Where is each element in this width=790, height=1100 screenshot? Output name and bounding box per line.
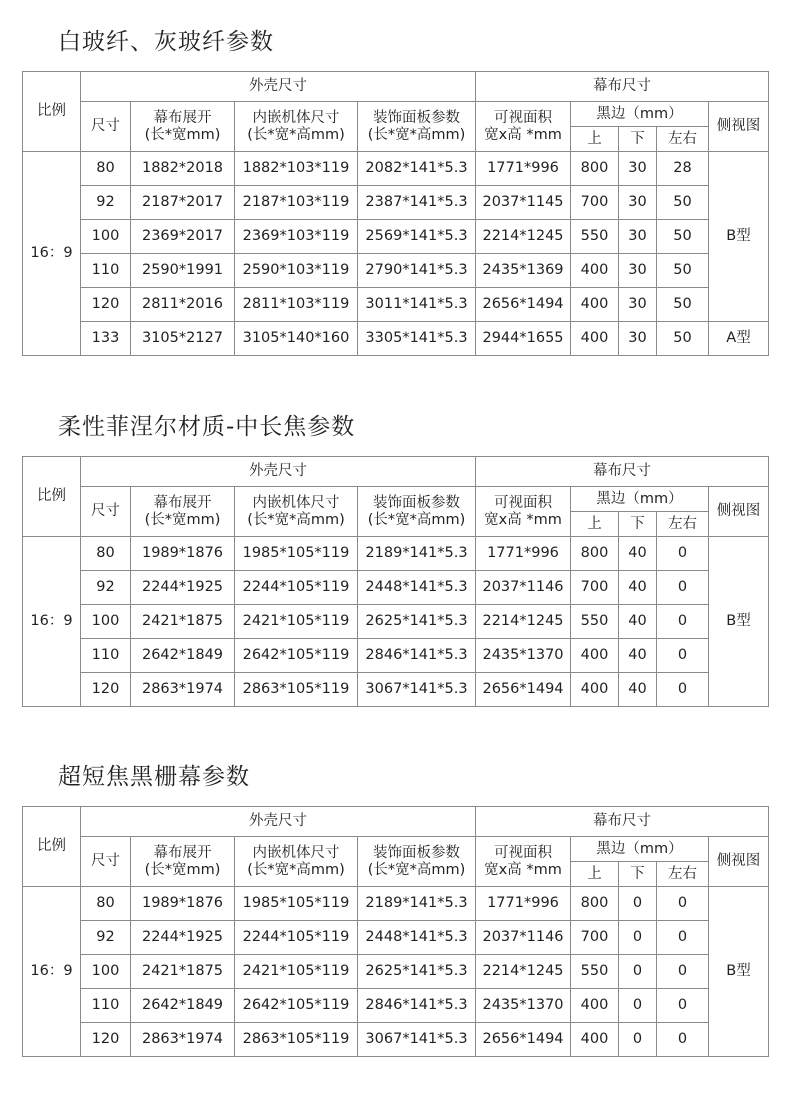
embed-header-line1: 内嵌机体尺寸	[252, 494, 340, 511]
embed-header	[235, 837, 358, 887]
unfold-cell: 2863*1974	[131, 1023, 235, 1057]
embed-size-cell: 2187*103*119	[235, 186, 358, 220]
table-row	[23, 254, 769, 288]
shell-size-header: 外壳尺寸	[81, 807, 476, 837]
table-row	[23, 571, 769, 605]
lr-border-cell: 0	[657, 673, 709, 707]
unfold-cell: 2187*2017	[131, 186, 235, 220]
table-row	[23, 186, 769, 220]
lr-border-cell: 0	[657, 639, 709, 673]
visible-area-cell: 2214*1245	[476, 955, 571, 989]
side-view-header: 侧视图	[709, 837, 769, 887]
visible-area-cell: 2037*1146	[476, 921, 571, 955]
embed-size-cell: 2369*103*119	[235, 220, 358, 254]
size-cell: 80	[81, 537, 131, 571]
top-border-cell: 550	[571, 955, 619, 989]
panel-size-cell: 2189*141*5.3	[358, 887, 476, 921]
top-border-cell: 800	[571, 537, 619, 571]
visible-header-line1: 可视面积	[494, 109, 552, 126]
embed-header-line2: (长*宽*高mm)	[247, 861, 345, 878]
embed-header	[235, 487, 358, 537]
top-border-cell: 400	[571, 288, 619, 322]
visible-header-line1: 可视面积	[494, 844, 552, 861]
screen-size-header: 幕布尺寸	[476, 457, 769, 487]
table-row	[23, 887, 769, 921]
table-row	[23, 288, 769, 322]
top-border-cell: 800	[571, 887, 619, 921]
bottom-border-cell: 30	[619, 288, 657, 322]
table-row	[23, 220, 769, 254]
lr-border-cell: 0	[657, 955, 709, 989]
unfold-cell: 2369*2017	[131, 220, 235, 254]
size-cell: 92	[81, 571, 131, 605]
size-cell: 120	[81, 288, 131, 322]
screen-size-header: 幕布尺寸	[476, 807, 769, 837]
top-header: 上	[571, 127, 619, 152]
unfold-cell: 3105*2127	[131, 322, 235, 356]
embed-header-line1: 内嵌机体尺寸	[252, 109, 340, 126]
panel-size-cell: 3067*141*5.3	[358, 1023, 476, 1057]
lr-border-cell: 0	[657, 921, 709, 955]
lr-border-cell: 28	[657, 152, 709, 186]
table-row	[23, 921, 769, 955]
lr-border-cell: 0	[657, 537, 709, 571]
top-border-cell: 400	[571, 673, 619, 707]
visible-header-line2: 宽x高 *mm	[484, 861, 562, 878]
lr-header: 左右	[657, 862, 709, 887]
table-row	[23, 1023, 769, 1057]
embed-size-cell: 2590*103*119	[235, 254, 358, 288]
lr-header: 左右	[657, 127, 709, 152]
top-border-cell: 400	[571, 322, 619, 356]
shell-size-header: 外壳尺寸	[81, 457, 476, 487]
unfold-cell: 2244*1925	[131, 921, 235, 955]
bottom-border-cell: 30	[619, 322, 657, 356]
panel-header-line1: 装饰面板参数	[373, 844, 460, 861]
bottom-border-cell: 40	[619, 537, 657, 571]
bottom-border-cell: 30	[619, 220, 657, 254]
size-cell: 92	[81, 186, 131, 220]
size-cell: 120	[81, 673, 131, 707]
visible-area-cell: 2435*1370	[476, 989, 571, 1023]
size-cell: 110	[81, 989, 131, 1023]
shell-size-header: 外壳尺寸	[81, 72, 476, 102]
table-row	[23, 605, 769, 639]
unfold-header-line1: 幕布展开	[153, 494, 212, 511]
ratio-header: 比例	[23, 457, 81, 537]
embed-header-line2: (长*宽*高mm)	[247, 126, 345, 143]
bottom-border-cell: 40	[619, 605, 657, 639]
table-row	[23, 955, 769, 989]
panel-size-cell: 2448*141*5.3	[358, 921, 476, 955]
visible-area-cell: 2037*1146	[476, 571, 571, 605]
lr-border-cell: 0	[657, 887, 709, 921]
visible-area-cell: 1771*996	[476, 887, 571, 921]
panel-size-cell: 2189*141*5.3	[358, 537, 476, 571]
bottom-border-cell: 0	[619, 887, 657, 921]
size-cell: 120	[81, 1023, 131, 1057]
top-header: 上	[571, 862, 619, 887]
unfold-cell: 1989*1876	[131, 537, 235, 571]
embed-header	[235, 102, 358, 152]
embed-size-cell: 2863*105*119	[235, 1023, 358, 1057]
unfold-header-line2: (长*宽mm)	[144, 861, 221, 878]
bottom-border-cell: 40	[619, 639, 657, 673]
lr-border-cell: 0	[657, 1023, 709, 1057]
unfold-header-line2: (长*宽mm)	[144, 511, 221, 528]
visible-area-header	[476, 487, 571, 537]
unfold-cell: 2642*1849	[131, 639, 235, 673]
section-title: 柔性菲涅尔材质-中长焦参数	[58, 414, 356, 440]
size-cell: 100	[81, 605, 131, 639]
embed-size-cell: 1985*105*119	[235, 537, 358, 571]
size-cell: 80	[81, 887, 131, 921]
spec-table	[22, 456, 769, 707]
lr-border-cell: 50	[657, 220, 709, 254]
section-title: 白玻纤、灰玻纤参数	[58, 29, 274, 55]
bottom-border-cell: 40	[619, 571, 657, 605]
visible-area-cell: 2435*1369	[476, 254, 571, 288]
unfold-header	[131, 487, 235, 537]
visible-area-cell: 2435*1370	[476, 639, 571, 673]
size-header: 尺寸	[81, 487, 131, 537]
panel-size-cell: 2448*141*5.3	[358, 571, 476, 605]
size-cell: 133	[81, 322, 131, 356]
bottom-border-cell: 0	[619, 955, 657, 989]
lr-border-cell: 0	[657, 571, 709, 605]
table-row	[23, 673, 769, 707]
bottom-border-cell: 30	[619, 152, 657, 186]
table-row	[23, 152, 769, 186]
border-header: 黑边（mm）	[571, 487, 709, 512]
embed-size-cell: 2421*105*119	[235, 605, 358, 639]
visible-area-cell: 2037*1145	[476, 186, 571, 220]
visible-area-cell: 2214*1245	[476, 605, 571, 639]
bottom-border-cell: 30	[619, 254, 657, 288]
border-header: 黑边（mm）	[571, 102, 709, 127]
embed-header-line2: (长*宽*高mm)	[247, 511, 345, 528]
unfold-cell: 2590*1991	[131, 254, 235, 288]
lr-border-cell: 50	[657, 288, 709, 322]
unfold-header	[131, 837, 235, 887]
embed-size-cell: 1985*105*119	[235, 887, 358, 921]
visible-area-cell: 2656*1494	[476, 1023, 571, 1057]
panel-header	[358, 102, 476, 152]
top-border-cell: 400	[571, 1023, 619, 1057]
visible-header-line2: 宽x高 *mm	[484, 126, 562, 143]
unfold-header-line1: 幕布展开	[153, 109, 212, 126]
side-view-cell: B型	[709, 152, 769, 322]
embed-size-cell: 2811*103*119	[235, 288, 358, 322]
top-border-cell: 800	[571, 152, 619, 186]
embed-size-cell: 1882*103*119	[235, 152, 358, 186]
unfold-cell: 2421*1875	[131, 955, 235, 989]
embed-size-cell: 2244*105*119	[235, 571, 358, 605]
unfold-cell: 2863*1974	[131, 673, 235, 707]
size-cell: 100	[81, 220, 131, 254]
top-border-cell: 400	[571, 254, 619, 288]
top-border-cell: 700	[571, 921, 619, 955]
panel-header	[358, 837, 476, 887]
panel-size-cell: 2846*141*5.3	[358, 639, 476, 673]
side-view-cell: A型	[709, 322, 769, 356]
panel-size-cell: 2790*141*5.3	[358, 254, 476, 288]
size-header: 尺寸	[81, 837, 131, 887]
unfold-header	[131, 102, 235, 152]
table-row	[23, 639, 769, 673]
panel-size-cell: 3067*141*5.3	[358, 673, 476, 707]
panel-size-cell: 3305*141*5.3	[358, 322, 476, 356]
side-view-cell: B型	[709, 537, 769, 707]
panel-header-line2: (长*宽*高mm)	[367, 126, 466, 143]
visible-area-header	[476, 837, 571, 887]
embed-size-cell: 2642*105*119	[235, 639, 358, 673]
bottom-border-cell: 40	[619, 673, 657, 707]
ratio-cell: 16：9	[23, 152, 81, 356]
lr-border-cell: 50	[657, 186, 709, 220]
visible-area-cell: 1771*996	[476, 152, 571, 186]
ratio-header: 比例	[23, 807, 81, 887]
top-border-cell: 550	[571, 220, 619, 254]
embed-header-line1: 内嵌机体尺寸	[252, 844, 340, 861]
lr-border-cell: 0	[657, 605, 709, 639]
panel-header-line1: 装饰面板参数	[373, 109, 460, 126]
unfold-cell: 2642*1849	[131, 989, 235, 1023]
size-cell: 100	[81, 955, 131, 989]
visible-header-line1: 可视面积	[494, 494, 552, 511]
embed-size-cell: 3105*140*160	[235, 322, 358, 356]
unfold-cell: 1882*2018	[131, 152, 235, 186]
panel-header-line2: (长*宽*高mm)	[367, 511, 466, 528]
visible-area-cell: 2944*1655	[476, 322, 571, 356]
ratio-cell: 16：9	[23, 537, 81, 707]
visible-area-cell: 2656*1494	[476, 673, 571, 707]
visible-area-cell: 2214*1245	[476, 220, 571, 254]
spec-table	[22, 71, 769, 356]
bottom-header: 下	[619, 862, 657, 887]
border-header: 黑边（mm）	[571, 837, 709, 862]
table-row	[23, 989, 769, 1023]
panel-header-line1: 装饰面板参数	[373, 494, 460, 511]
visible-area-cell: 2656*1494	[476, 288, 571, 322]
lr-border-cell: 50	[657, 322, 709, 356]
bottom-header: 下	[619, 127, 657, 152]
embed-size-cell: 2244*105*119	[235, 921, 358, 955]
panel-size-cell: 2082*141*5.3	[358, 152, 476, 186]
table-row	[23, 537, 769, 571]
panel-size-cell: 2387*141*5.3	[358, 186, 476, 220]
panel-size-cell: 2569*141*5.3	[358, 220, 476, 254]
spec-table	[22, 806, 769, 1057]
lr-header: 左右	[657, 512, 709, 537]
screen-size-header: 幕布尺寸	[476, 72, 769, 102]
visible-header-line2: 宽x高 *mm	[484, 511, 562, 528]
side-view-header: 侧视图	[709, 102, 769, 152]
panel-size-cell: 2625*141*5.3	[358, 955, 476, 989]
bottom-border-cell: 0	[619, 921, 657, 955]
bottom-header: 下	[619, 512, 657, 537]
size-cell: 92	[81, 921, 131, 955]
lr-border-cell: 0	[657, 989, 709, 1023]
unfold-cell: 1989*1876	[131, 887, 235, 921]
ratio-header: 比例	[23, 72, 81, 152]
side-view-cell: B型	[709, 887, 769, 1057]
lr-border-cell: 50	[657, 254, 709, 288]
panel-size-cell: 3011*141*5.3	[358, 288, 476, 322]
panel-header-line2: (长*宽*高mm)	[367, 861, 466, 878]
panel-size-cell: 2625*141*5.3	[358, 605, 476, 639]
visible-area-header	[476, 102, 571, 152]
unfold-header-line2: (长*宽mm)	[144, 126, 221, 143]
embed-size-cell: 2642*105*119	[235, 989, 358, 1023]
size-header: 尺寸	[81, 102, 131, 152]
size-cell: 110	[81, 639, 131, 673]
top-border-cell: 700	[571, 571, 619, 605]
section-title: 超短焦黑栅幕参数	[58, 764, 250, 790]
panel-size-cell: 2846*141*5.3	[358, 989, 476, 1023]
unfold-cell: 2421*1875	[131, 605, 235, 639]
size-cell: 80	[81, 152, 131, 186]
embed-size-cell: 2863*105*119	[235, 673, 358, 707]
unfold-cell: 2244*1925	[131, 571, 235, 605]
top-header: 上	[571, 512, 619, 537]
top-border-cell: 550	[571, 605, 619, 639]
ratio-cell: 16：9	[23, 887, 81, 1057]
top-border-cell: 400	[571, 989, 619, 1023]
top-border-cell: 700	[571, 186, 619, 220]
bottom-border-cell: 30	[619, 186, 657, 220]
embed-size-cell: 2421*105*119	[235, 955, 358, 989]
side-view-header: 侧视图	[709, 487, 769, 537]
bottom-border-cell: 0	[619, 989, 657, 1023]
top-border-cell: 400	[571, 639, 619, 673]
bottom-border-cell: 0	[619, 1023, 657, 1057]
panel-header	[358, 487, 476, 537]
size-cell: 110	[81, 254, 131, 288]
unfold-header-line1: 幕布展开	[153, 844, 212, 861]
table-row	[23, 322, 769, 356]
visible-area-cell: 1771*996	[476, 537, 571, 571]
unfold-cell: 2811*2016	[131, 288, 235, 322]
